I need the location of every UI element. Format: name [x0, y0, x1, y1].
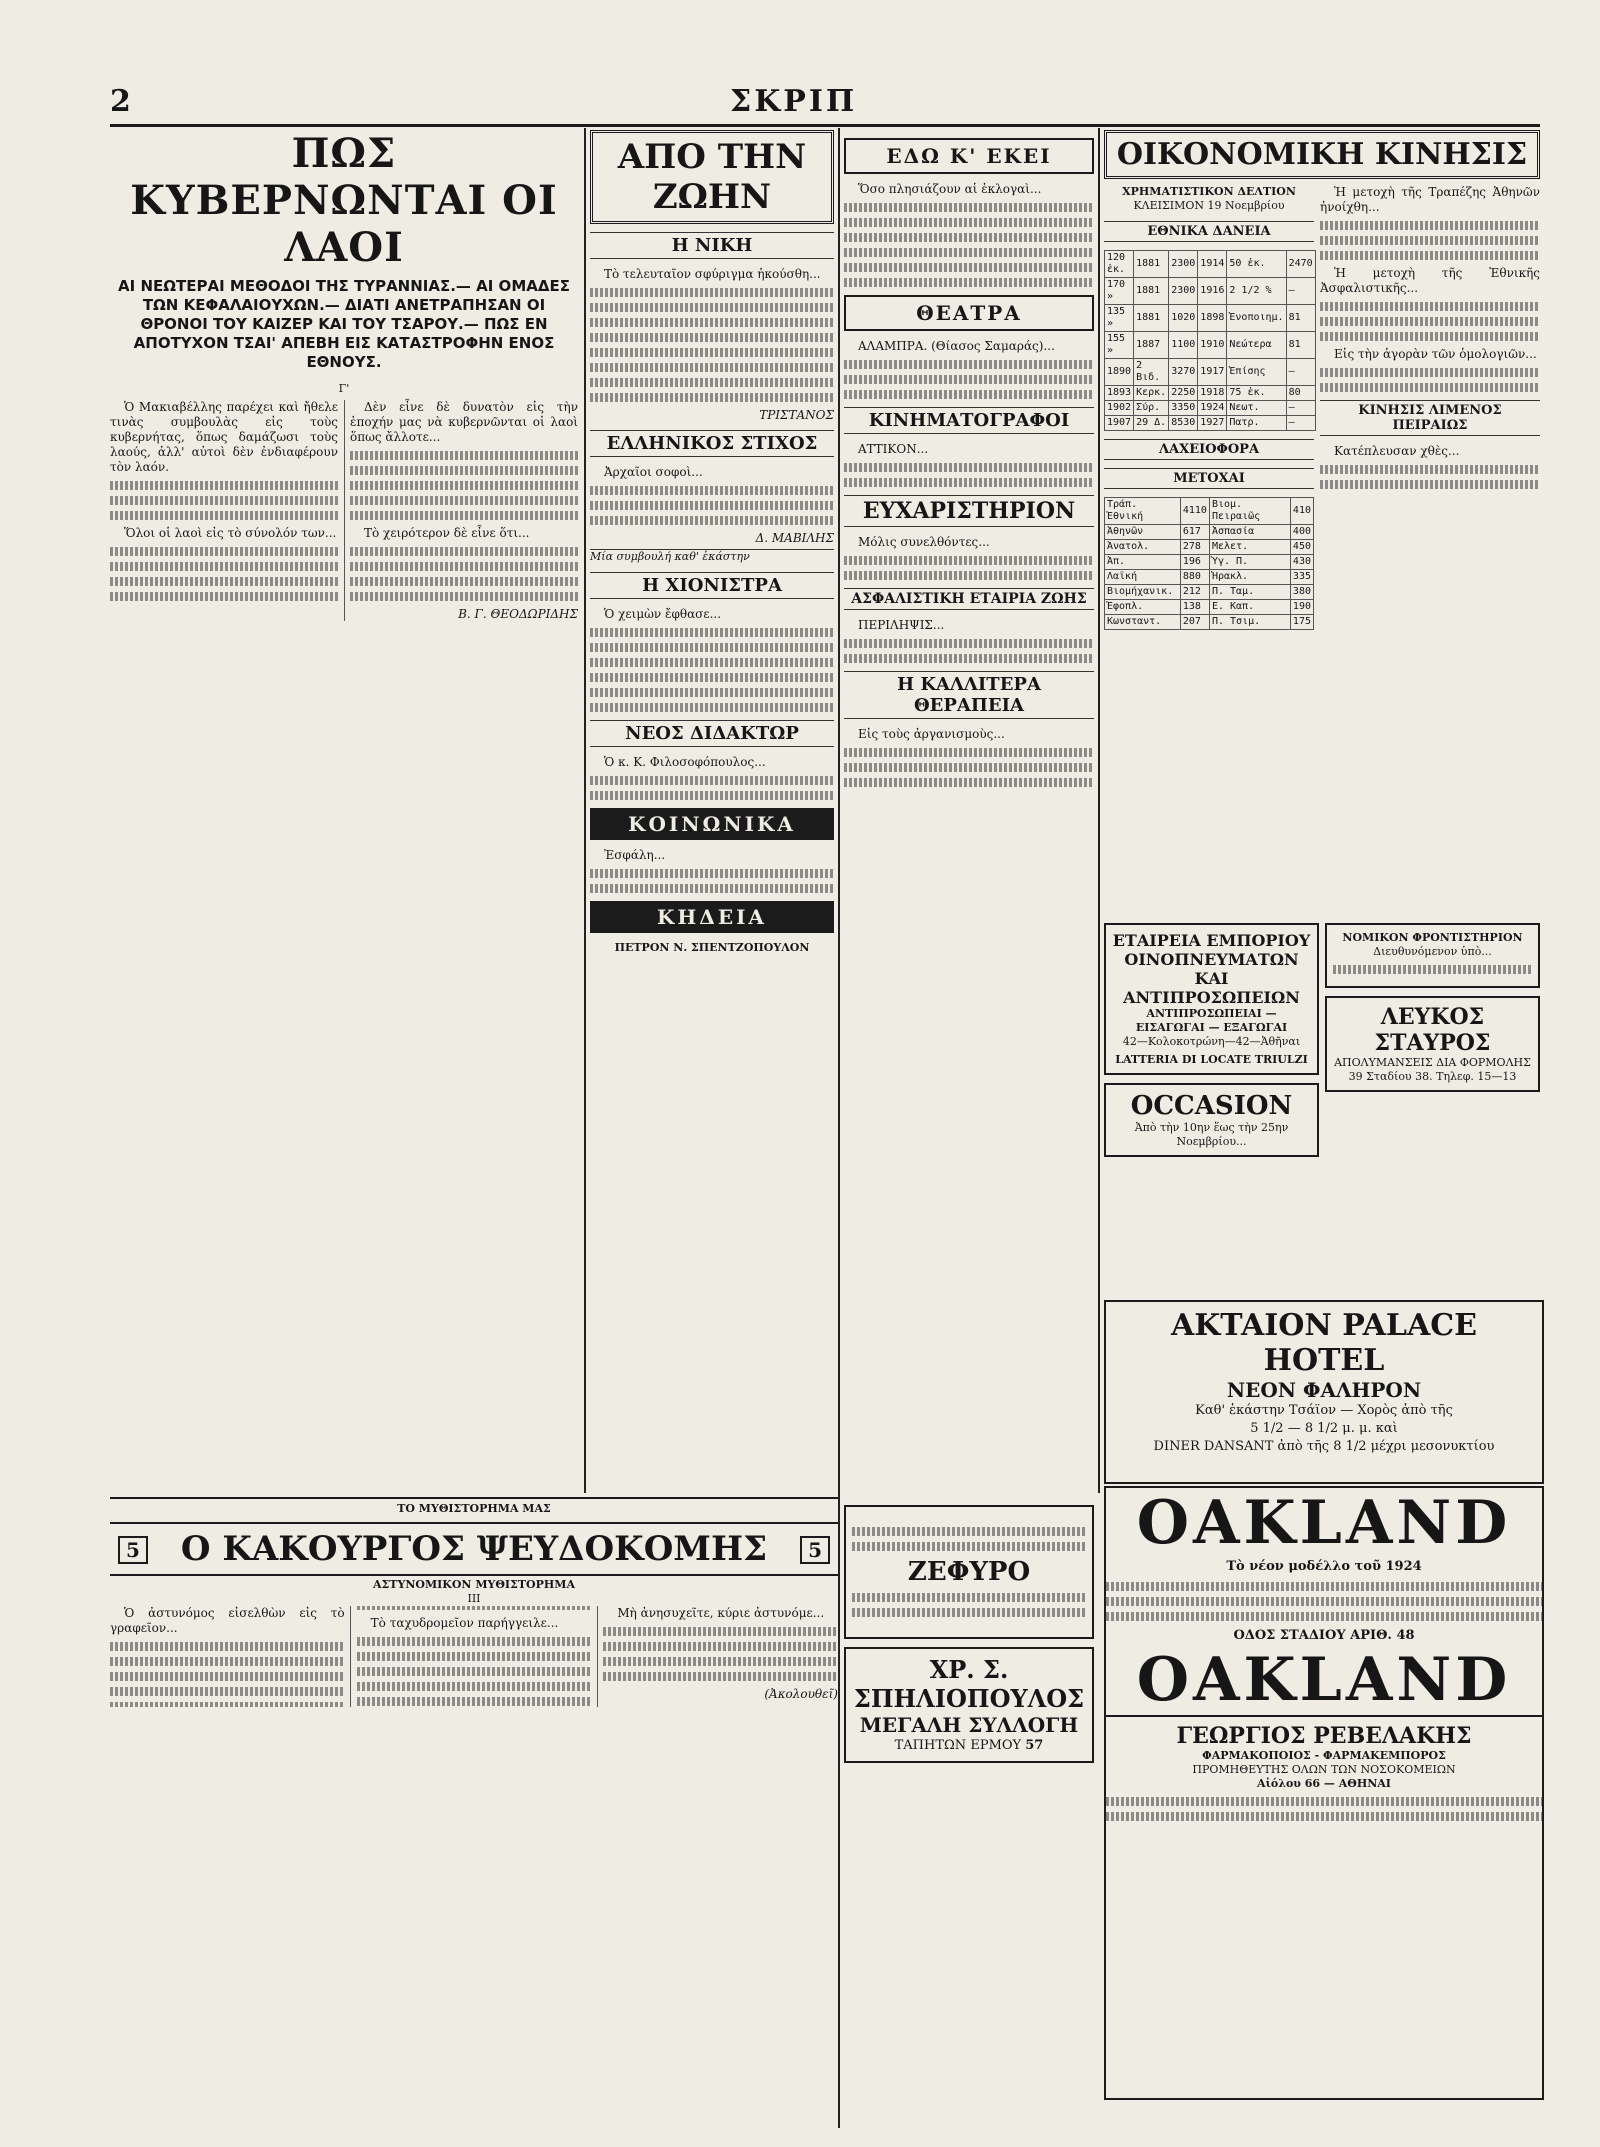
novel-title-bar [110, 1522, 838, 1576]
cinemas-text: ΑΤΤΙΚΟΝ... [858, 442, 929, 456]
article-paragraph: Δὲν εἶνε δὲ δυνατὸν εἰς τὴν ἐποχήν μας νὰ κυβερνῶνται οἱ λαοὶ ὅπως ἄλλοτε... [350, 400, 578, 444]
table-cell: Π. Ταμ. [1209, 585, 1290, 600]
table-cell: Βιομ. Πειραιῶς [1209, 498, 1290, 525]
table-row [1105, 498, 1314, 525]
illegible-text [844, 203, 1094, 212]
illegible-text [844, 571, 1094, 580]
illegible-text [110, 547, 338, 556]
oakland-top: OAKLAND [1136, 1488, 1512, 1558]
illegible-text [350, 577, 578, 586]
illegible-text [844, 233, 1094, 242]
national-loans-title: ΕΘΝΙΚΑ ΔΑΝΕΙΑ [1104, 221, 1314, 242]
illegible-text [1106, 1612, 1542, 1621]
illegible-text [590, 318, 834, 327]
table-row [1105, 540, 1314, 555]
table-cell: 50 ἐκ. [1227, 251, 1286, 278]
illegible-text [844, 778, 1094, 787]
illegible-text [590, 628, 834, 637]
white-cross-ad [1325, 996, 1540, 1092]
illegible-text [590, 658, 834, 667]
here-there-text: Ὅσο πλησιάζουν αἱ ἐκλογαὶ... [858, 182, 1042, 196]
cross-title: ΛΕΥΚΟΣ ΣΤΑΥΡΟΣ [1374, 1004, 1491, 1056]
cinemas-title: ΚΙΝΗΜΑΤΟΓΡΑΦΟΙ [844, 407, 1094, 434]
social-text: Ἐσφάλη... [604, 848, 666, 862]
hotel-line-2: 5 1/2 — 8 1/2 μ. μ. καὶ [1250, 1421, 1398, 1436]
table-cell: Λαϊκή [1105, 570, 1181, 585]
illegible-text [844, 375, 1094, 384]
company-name: ΕΤΑΙΡΕΙΑ ΕΜΠΟΡΙΟΥ ΟΙΝΟΠΝΕΥΜΑΤΩΝ ΚΑΙ ΑΝΤΙΠΡΟΣΩΠΕΙΩΝ [1112, 931, 1311, 1007]
table-row [1105, 386, 1316, 401]
table-cell: 380 [1290, 585, 1313, 600]
theaters-text: ΑΛΑΜΠΡΑ. (Θίασος Σαμαράς)... [858, 339, 1055, 353]
illegible-text [844, 639, 1094, 648]
illegible-text [110, 1687, 345, 1696]
life-column [590, 130, 834, 1490]
illegible-text [1106, 1582, 1542, 1591]
law-title: ΝΟΜΙΚΟΝ ΦΡΟΝΤΙΣΤΗΡΙΟΝ [1342, 931, 1523, 944]
table-cell: Ἐπίσης [1227, 359, 1286, 386]
illegible-text [590, 333, 834, 342]
table-row [1105, 401, 1316, 416]
novel-continues: (Ἀκολουθεῖ) [764, 1687, 838, 1701]
law-ad [1325, 923, 1540, 988]
article-signature: Β. Γ. ΘΕΟΔΩΡΙΔΗΣ [458, 607, 578, 621]
table-cell: 1918 [1198, 386, 1227, 401]
funerals-title: ΚΗΔΕΙΑ [590, 901, 834, 933]
table-cell: 410 [1290, 498, 1313, 525]
table-row [1105, 359, 1316, 386]
table-row [1105, 416, 1316, 431]
illegible-text [1106, 1597, 1542, 1606]
table-cell: 2300 [1169, 278, 1198, 305]
illegible-text [1320, 302, 1540, 311]
insurance-title: ΑΣΦΑΛΙΣΤΙΚΗ ΕΤΑΙΡΙΑ ΖΩΗΣ [844, 588, 1094, 610]
table-cell: 212 [1180, 585, 1209, 600]
illegible-text [590, 688, 834, 697]
illegible-text [110, 1672, 345, 1681]
table-cell: Ἀπ. [1105, 555, 1181, 570]
illegible-text [357, 1637, 592, 1646]
column-divider [584, 128, 586, 1493]
table-cell: 3350 [1169, 401, 1198, 416]
table-cell: 1916 [1198, 278, 1227, 305]
table-cell: 8530 [1169, 416, 1198, 431]
illegible-text [590, 884, 834, 893]
novel-number-right: 5 [800, 1536, 830, 1564]
table-cell: Ε. Καπ. [1209, 600, 1290, 615]
carpets-street: ΕΡΜΟΥ [970, 1738, 1022, 1753]
table-cell: Βιομήχανικ. [1105, 585, 1181, 600]
table-cell: 617 [1180, 525, 1209, 540]
oakland-address: ΟΔΟΣ ΣΤΑΔΙΟΥ ΑΡΙΘ. 48 [1233, 1628, 1415, 1643]
port-text: Κατέπλευσαν χθὲς... [1334, 444, 1460, 458]
column-divider [1098, 128, 1100, 1493]
table-cell: Μελετ. [1209, 540, 1290, 555]
illegible-text [590, 673, 834, 682]
table-cell: 120 ἐκ. [1105, 251, 1134, 278]
table-cell: Ἀθηνῶν [1105, 525, 1181, 540]
table-cell: 135 » [1105, 305, 1134, 332]
novel-body [110, 1578, 838, 2098]
table-cell: — [1286, 416, 1315, 431]
table-cell: 1893 [1105, 386, 1134, 401]
snow-title: Η ΧΙΟΝΙΣΤΡΑ [590, 572, 834, 599]
economy-closing: ΚΛΕΙΣΙΜΟΝ 19 Νοεμβρίου [1133, 199, 1285, 212]
illegible-text [350, 547, 578, 556]
misc-ads-column [844, 1497, 1094, 2097]
table-row [1105, 251, 1316, 278]
table-cell: Ὑγ. Π. [1209, 555, 1290, 570]
table-cell: 80 [1286, 386, 1315, 401]
table-cell: 2 1/2 % [1227, 278, 1286, 305]
table-cell: 1927 [1198, 416, 1227, 431]
table-cell: Κερκ. [1134, 386, 1169, 401]
page-number: 2 [110, 84, 131, 119]
illegible-text [590, 776, 834, 785]
table-cell: Ἀσπασία [1209, 525, 1290, 540]
life-article-title: Η ΝΙΚΗ [590, 232, 834, 259]
new-doctor-title: ΝΕΟΣ ΔΙΔΑΚΤΩΡ [590, 720, 834, 747]
illegible-text [357, 1667, 592, 1676]
illegible-text [844, 218, 1094, 227]
table-cell: 29 Δ. [1134, 416, 1169, 431]
port-title: ΚΙΝΗΣΙΣ ΛΙΜΕΝΟΣ ΠΕΙΡΑΙΩΣ [1320, 400, 1540, 436]
table-cell: 1924 [1198, 401, 1227, 416]
table-cell: 1890 [1105, 359, 1134, 386]
table-cell: Ἀνατολ. [1105, 540, 1181, 555]
zefiro-name: ΖΕΦΥΡΟ [907, 1557, 1031, 1587]
table-cell: 880 [1180, 570, 1209, 585]
lottery-title: ΛΑΧΕΙΟΦΟΡΑ [1104, 439, 1314, 460]
hotel-ad [1104, 1300, 1544, 1484]
loan-table [1104, 250, 1316, 431]
illegible-text [350, 562, 578, 571]
carpets-number: 57 [1025, 1738, 1044, 1753]
illegible-text [350, 592, 578, 601]
law-text: Διευθυνόμενον ὑπὸ... [1373, 945, 1492, 958]
illegible-text [1320, 480, 1540, 489]
illegible-text [844, 263, 1094, 272]
table-cell: 1898 [1198, 305, 1227, 332]
occasion-ad [1104, 1083, 1319, 1157]
table-cell: Ἐφοπλ. [1105, 600, 1181, 615]
therapy-text: Εἰς τοὺς ἀργανισμοὺς... [858, 727, 1005, 741]
table-cell: 1881 [1134, 278, 1169, 305]
illegible-text [844, 463, 1094, 472]
table-cell: — [1286, 401, 1315, 416]
economy-column [1104, 130, 1540, 910]
left-column [110, 130, 578, 1490]
table-cell: 1910 [1198, 332, 1227, 359]
poem-title: ΕΛΛΗΝΙΚΟΣ ΣΤΙΧΟΣ [590, 430, 834, 457]
shares-title: ΜΕΤΟΧΑΙ [1104, 468, 1314, 489]
table-row [1105, 278, 1316, 305]
hotel-line-1: Καθ' ἑκάστην Τσάϊον — Χορὸς ἀπὸ τῆς [1195, 1403, 1453, 1418]
table-cell: 155 » [1105, 332, 1134, 359]
advice-label: Μία συμβουλή καθ' ἑκάστην [590, 549, 834, 564]
table-cell: 1902 [1105, 401, 1134, 416]
illegible-text [110, 511, 338, 520]
illegible-text [844, 654, 1094, 663]
pharmacist-title: ΦΑΡΜΑΚΟΠΟΙΟΣ - ΦΑΡΜΑΚΕΜΠΟΡΟΣ [1202, 1749, 1446, 1762]
table-cell: 2250 [1169, 386, 1198, 401]
illegible-text [590, 378, 834, 387]
table-cell: Πατρ. [1227, 416, 1286, 431]
illegible-text [1320, 332, 1540, 341]
article-body [110, 400, 578, 621]
cross-sub: ΑΠΟΛΥΜΑΝΣΕΙΣ ΔΙΑ ΦΟΡΜΟΛΗΣ [1334, 1056, 1531, 1069]
column-divider [838, 128, 840, 2128]
illegible-text [852, 1608, 1086, 1617]
company-services: ΑΝΤΙΠΡΟΣΩΠΕΙΑΙ — ΕΙΣΑΓΩΓΑΙ — ΕΞΑΓΩΓΑΙ [1135, 1007, 1288, 1034]
illegible-text [350, 466, 578, 475]
pharmacy-ad [1106, 1715, 1542, 1821]
table-cell: Κωνσταντ. [1105, 615, 1181, 630]
article-marker: Γ' [338, 382, 350, 395]
zefiro-ad [844, 1505, 1094, 1639]
life-paragraph: Τὸ τελευταῖον σφύριγμα ἠκούσθη... [604, 267, 821, 281]
illegible-text [1320, 236, 1540, 245]
carpets-title: ΜΕΓΑΛΗ ΣΥΛΛΟΓΗ [859, 1713, 1079, 1737]
illegible-text [590, 516, 834, 525]
novel-paragraph: Τὸ ταχυδρομεῖον παρήγγειλε... [370, 1616, 559, 1631]
table-cell: 170 » [1105, 278, 1134, 305]
page-header [110, 84, 1540, 127]
table-cell: 138 [1180, 600, 1209, 615]
life-signature: ΤΡΙΣΤΑΝΟΣ [759, 408, 834, 422]
illegible-text [110, 481, 338, 490]
carpets-sub: ΤΑΠΗΤΩΝ [894, 1738, 967, 1753]
table-cell: Τράπ. Ἐθνική [1105, 498, 1181, 525]
table-cell: 2 Βιδ. [1134, 359, 1169, 386]
economy-paragraph: Εἰς τὴν ἀγορὰν τῶν ὁμολογιῶν... [1334, 347, 1537, 361]
illegible-text [590, 869, 834, 878]
illegible-text [852, 1593, 1086, 1602]
illegible-text [844, 556, 1094, 565]
life-title: ΑΠΟ ΤΗΝ ΖΩΗΝ [590, 130, 834, 224]
illegible-text [350, 511, 578, 520]
illegible-text [1320, 221, 1540, 230]
illegible-text [603, 1657, 838, 1666]
new-doctor-text: Ὁ κ. Κ. Φιλοσοφόπουλος... [604, 755, 766, 769]
social-title: ΚΟΙΝΩΝΙΚΑ [590, 808, 834, 840]
cross-address: 39 Σταδίου 38. Τηλεφ. 15—13 [1348, 1070, 1517, 1083]
table-cell: 1907 [1105, 416, 1134, 431]
table-cell: 450 [1290, 540, 1313, 555]
dairy-name: LATTERIA DI LOCATE TRIULZI [1115, 1053, 1308, 1066]
novel-number-left: 5 [118, 1536, 148, 1564]
article-title: ΠΩΣ ΚΥΒΕΡΝΩΝΤΑΙ ΟΙ ΛΑΟΙ [130, 130, 558, 271]
share-table [1104, 497, 1314, 630]
illegible-text [1320, 317, 1540, 326]
table-cell: Νεώτερα [1227, 332, 1286, 359]
table-cell: 1887 [1134, 332, 1169, 359]
novel-header: ΤΟ ΜΥΘΙΣΤΟΡΗΜΑ ΜΑΣ [110, 1497, 838, 1516]
carpets-name: ΧΡ. Σ. ΣΠΗΛΙΟΠΟΥΛΟΣ [853, 1655, 1085, 1713]
table-cell: 3270 [1169, 359, 1198, 386]
novel-paragraph: Μὴ ἀνησυχεῖτε, κύριε ἀστυνόμε... [617, 1606, 825, 1620]
economy-subtitle: ΧΡΗΜΑΤΙΣΤΙΚΟΝ ΔΕΛΤΙΟΝ [1122, 185, 1296, 198]
table-cell: 75 ἐκ. [1227, 386, 1286, 401]
illegible-text [852, 1542, 1086, 1551]
table-row [1105, 305, 1316, 332]
illegible-text [1320, 465, 1540, 474]
here-there-title: ΕΔΩ Κ' ΕΚΕΙ [844, 138, 1094, 174]
illegible-text [110, 562, 338, 571]
occasion-text: Ἀπὸ τὴν 10ην ἕως τὴν 25ην Νοεμβρίου... [1134, 1121, 1289, 1148]
hotel-line-3: DINER DANSANT ἀπὸ τῆς 8 1/2 μέχρι μεσονυκτίου [1153, 1439, 1495, 1454]
illegible-text [844, 248, 1094, 257]
novel-title: Ο ΚΑΚΟΥΡΓΟΣ ΨΕΥΔΟΚΟΜΗΣ [180, 1529, 768, 1569]
economy-title: ΟΙΚΟΝΟΜΙΚΗ ΚΙΝΗΣΙΣ [1104, 130, 1540, 179]
occasion-title: OCCASION [1130, 1091, 1293, 1121]
hotel-name: AKTAION PALACE HOTEL [1170, 1308, 1478, 1378]
illegible-text [350, 496, 578, 505]
pharmacist-text: ΠΡΟΜΗΘΕΥΤΗΣ ΟΛΩΝ ΤΩΝ ΝΟΣΟΚΟΜΕΙΩΝ [1192, 1763, 1456, 1776]
illegible-text [357, 1652, 592, 1661]
table-cell: 335 [1290, 570, 1313, 585]
illegible-text [590, 643, 834, 652]
table-cell: 190 [1290, 600, 1313, 615]
illegible-text [110, 1642, 345, 1651]
oakland-model: Τὸ νέον μοδέλλο τοῦ 1924 [1226, 1559, 1422, 1574]
table-cell: 2470 [1286, 251, 1315, 278]
misc-column [844, 130, 1094, 1490]
illegible-text [844, 390, 1094, 399]
thanks-text: Μόλις συνελθόντες... [858, 535, 990, 549]
table-cell: Ἡρακλ. [1209, 570, 1290, 585]
masthead: ΣΚΡΙΠ [730, 84, 858, 119]
company-ads [1104, 915, 1540, 1295]
illegible-text [590, 486, 834, 495]
illegible-text [590, 348, 834, 357]
article-subtitle: ΑΙ ΝΕΩΤΕΡΑΙ ΜΕΘΟΔΟΙ ΤΗΣ ΤΥΡΑΝΝΙΑΣ.— ΑΙ ΟΜΑΔΕΣ ΤΩΝ ΚΕΦΑΛΑΙΟΥΧΩΝ.— ΔΙΑΤΙ ΑΝΕΤΡΑΠΗΣΑΝ ΟΙ ΘΡΟΝΟΙ ΤΟΥ ΚΑΙΖΕΡ ΚΑΙ ΤΟΥ ΤΣΑΡΟΥ.— ΠΩΣ ΕΝ ΑΠΟΤΥΧΟΝ ΤΣΑΙ' ΑΠΕΒΗ ΕΙΣ ΚΑΤΑΣΤΡΟΦΗΝ ΕΝΟΣ ΕΘΝΟΥΣ. [118, 277, 570, 371]
illegible-text [603, 1642, 838, 1651]
illegible-text [110, 496, 338, 505]
table-cell: 81 [1286, 332, 1315, 359]
pharmacist-address: Αἰόλου 66 — ΑΘΗΝΑΙ [1257, 1777, 1391, 1790]
illegible-text [1320, 251, 1540, 260]
illegible-text [110, 1657, 345, 1666]
table-cell: 196 [1180, 555, 1209, 570]
illegible-text [1106, 1812, 1542, 1821]
table-row [1105, 570, 1314, 585]
illegible-text [603, 1672, 838, 1681]
table-cell: — [1286, 359, 1315, 386]
illegible-text [844, 478, 1094, 487]
illegible-text [350, 451, 578, 460]
pharmacist-name: ΓΕΩΡΓΙΟΣ ΡΕΒΕΛΑΚΗΣ [1176, 1723, 1472, 1749]
insurance-text: ΠΕΡΙΛΗΨΙΣ... [858, 618, 945, 632]
poem-text: Ἀρχαῖοι σοφοὶ... [604, 465, 703, 479]
table-row [1105, 585, 1314, 600]
table-cell: 1914 [1198, 251, 1227, 278]
therapy-title: Η ΚΑΛΛΙΤΕΡΑ ΘΕΡΑΠΕΙΑ [844, 671, 1094, 719]
illegible-text [590, 791, 834, 800]
oakland-ad [1104, 1486, 1544, 2100]
table-cell: 175 [1290, 615, 1313, 630]
theaters-title: ΘΕΑΤΡΑ [844, 295, 1094, 331]
illegible-text [590, 501, 834, 510]
illegible-text [1333, 965, 1532, 974]
company-address: 42—Κολοκοτρώνη—42—Ἀθῆναι [1122, 1035, 1301, 1048]
table-cell: 278 [1180, 540, 1209, 555]
novel-paragraph: Ὁ ἀστυνόμος εἰσελθὼν εἰς τὸ γραφεῖον... [110, 1606, 345, 1635]
table-row [1105, 600, 1314, 615]
novel-chapter: III [467, 1592, 481, 1605]
table-cell: 1881 [1134, 251, 1169, 278]
table-cell: Ἑνοποιημ. [1227, 305, 1286, 332]
economy-paragraph: Ἡ μετοχὴ τῆς Ἐθνικῆς Ἀσφαλιστικῆς... [1320, 266, 1540, 295]
article-paragraph: Ὁ Μακιαβέλλης παρέχει καὶ ἤθελε τινὰς συμβουλὰς εἰς τοὺς κυβερνήτας, ὅπως δαμάζωσι τοὺς λαούς, ἀλλ' αὐτοὶ δὲν ἐνδιαφέρουν τὸν λαόν. [110, 400, 338, 474]
illegible-text [844, 278, 1094, 287]
snow-text: Ὁ χειμὼν ἔφθασε... [604, 607, 722, 621]
table-cell: 1917 [1198, 359, 1227, 386]
article-paragraph: Τὸ χειρότερον δὲ εἶνε ὅτι... [364, 526, 530, 540]
table-row [1105, 525, 1314, 540]
table-cell: 1020 [1169, 305, 1198, 332]
illegible-text [590, 363, 834, 372]
table-cell: Νεωτ. [1227, 401, 1286, 416]
table-cell: 207 [1180, 615, 1209, 630]
table-cell: 1881 [1134, 305, 1169, 332]
illegible-text [350, 481, 578, 490]
article-paragraph: Ὅλοι οἱ λαοὶ εἰς τὸ σύνολόν των... [124, 526, 337, 540]
table-cell: Σύρ. [1134, 401, 1169, 416]
table-cell: Π. Τσιμ. [1209, 615, 1290, 630]
table-cell: 4110 [1180, 498, 1209, 525]
oakland-bottom: OAKLAND [1136, 1645, 1512, 1715]
poem-signature: Δ. ΜΑΒΙΛΗΣ [755, 531, 834, 545]
thanks-title: ΕΥΧΑΡΙΣΤΗΡΙΟΝ [844, 495, 1094, 527]
illegible-text [844, 360, 1094, 369]
table-cell: 400 [1290, 525, 1313, 540]
table-cell: — [1286, 278, 1315, 305]
illegible-text [1320, 383, 1540, 392]
illegible-text [357, 1682, 592, 1691]
carpets-ad [844, 1647, 1094, 1763]
illegible-text [603, 1627, 838, 1636]
economy-paragraph: Ἡ μετοχὴ τῆς Τραπέζης Ἀθηνῶν ἠνοίχθη... [1320, 185, 1540, 214]
table-cell: 1100 [1169, 332, 1198, 359]
illegible-text [590, 288, 834, 297]
illegible-text [844, 748, 1094, 757]
illegible-text [590, 393, 834, 402]
table-row [1105, 555, 1314, 570]
illegible-text [1106, 1797, 1542, 1806]
illegible-text [357, 1697, 592, 1706]
illegible-text [110, 577, 338, 586]
company-ad [1104, 923, 1319, 1075]
illegible-text [590, 703, 834, 712]
hotel-location: ΝΕΟΝ ΦΑΛΗΡΟΝ [1226, 1378, 1422, 1402]
illegible-text [1320, 368, 1540, 377]
table-cell: 81 [1286, 305, 1315, 332]
table-cell: 430 [1290, 555, 1313, 570]
table-row [1105, 332, 1316, 359]
illegible-text [110, 592, 338, 601]
funerals-text: ΠΕΤΡΟΝ Ν. ΣΠΕΝΤΖΟΠΟΥΛΟΝ [614, 941, 810, 954]
illegible-text [844, 763, 1094, 772]
table-row [1105, 615, 1314, 630]
novel-subtitle: ΑΣΤΥΝΟΜΙΚΟΝ ΜΥΘΙΣΤΟΡΗΜΑ [372, 1578, 575, 1591]
illegible-text [852, 1527, 1086, 1536]
illegible-text [590, 303, 834, 312]
table-cell: 2300 [1169, 251, 1198, 278]
